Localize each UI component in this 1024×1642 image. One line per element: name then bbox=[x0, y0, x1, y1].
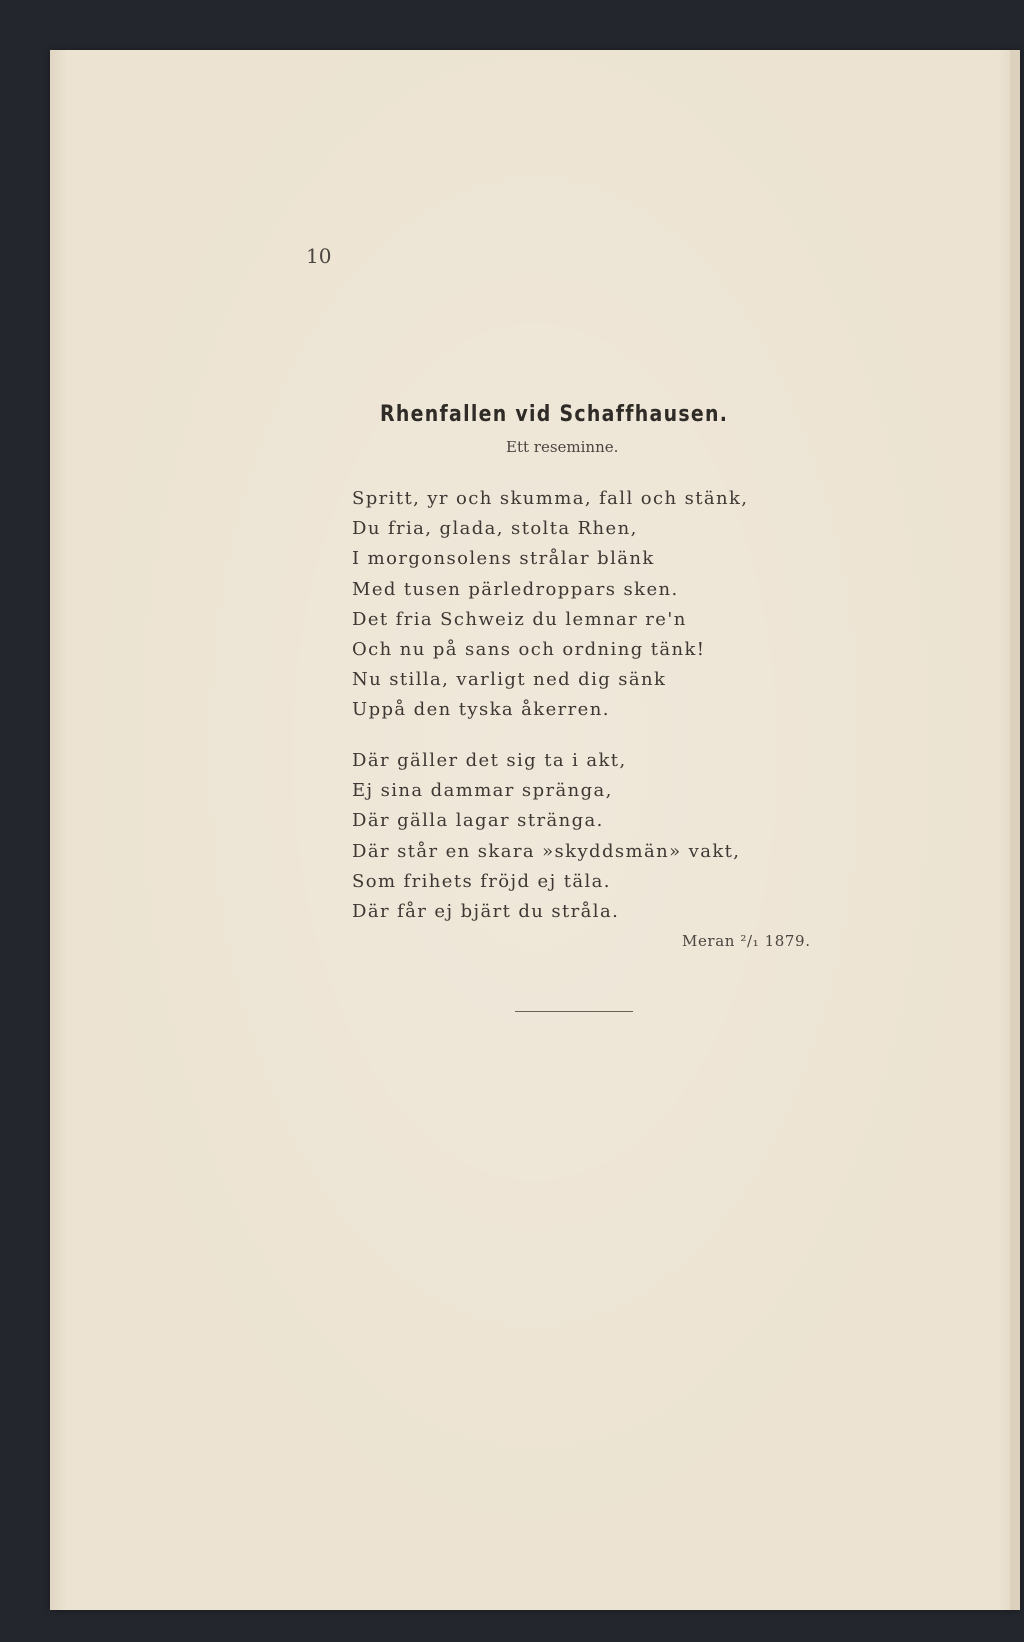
stanza-1 bbox=[352, 484, 748, 726]
stanza-2 bbox=[352, 746, 740, 927]
poem-line: Och nu på sans och ordning tänk! bbox=[352, 639, 706, 661]
poem-dateline: Meran ²/₁ 1879. bbox=[682, 932, 811, 950]
poem-subtitle: Ett reseminne. bbox=[506, 438, 619, 456]
poem-line: Det fria Schweiz du lemnar re'n bbox=[352, 608, 687, 630]
poem-line: Med tusen pärledroppars sken. bbox=[352, 578, 679, 600]
divider-rule bbox=[515, 1011, 633, 1012]
poem-line: Nu stilla, varligt ned dig sänk bbox=[352, 669, 667, 691]
page-number: 10 bbox=[306, 244, 332, 268]
poem-line: Du fria, glada, stolta Rhen, bbox=[352, 518, 638, 540]
poem-title: Rhenfallen vid Schaffhausen. bbox=[380, 402, 729, 427]
poem-line: I morgonsolens strålar blänk bbox=[352, 548, 655, 570]
page-edge bbox=[1010, 50, 1020, 1610]
poem-line: Där gälla lagar stränga. bbox=[352, 810, 604, 832]
poem-line: Uppå den tyska åkerren. bbox=[352, 699, 610, 721]
poem-line: Ej sina dammar spränga, bbox=[352, 780, 613, 802]
poem-line: Där får ej bjärt du stråla. bbox=[352, 901, 620, 923]
poem-line: Som frihets fröjd ej täla. bbox=[352, 870, 611, 892]
poem-line: Spritt, yr och skumma, fall och stänk, bbox=[352, 488, 749, 509]
poem-line: Där står en skara »skyddsmän» vakt, bbox=[352, 840, 741, 862]
poem-line: Där gäller det sig ta i akt, bbox=[352, 750, 627, 771]
